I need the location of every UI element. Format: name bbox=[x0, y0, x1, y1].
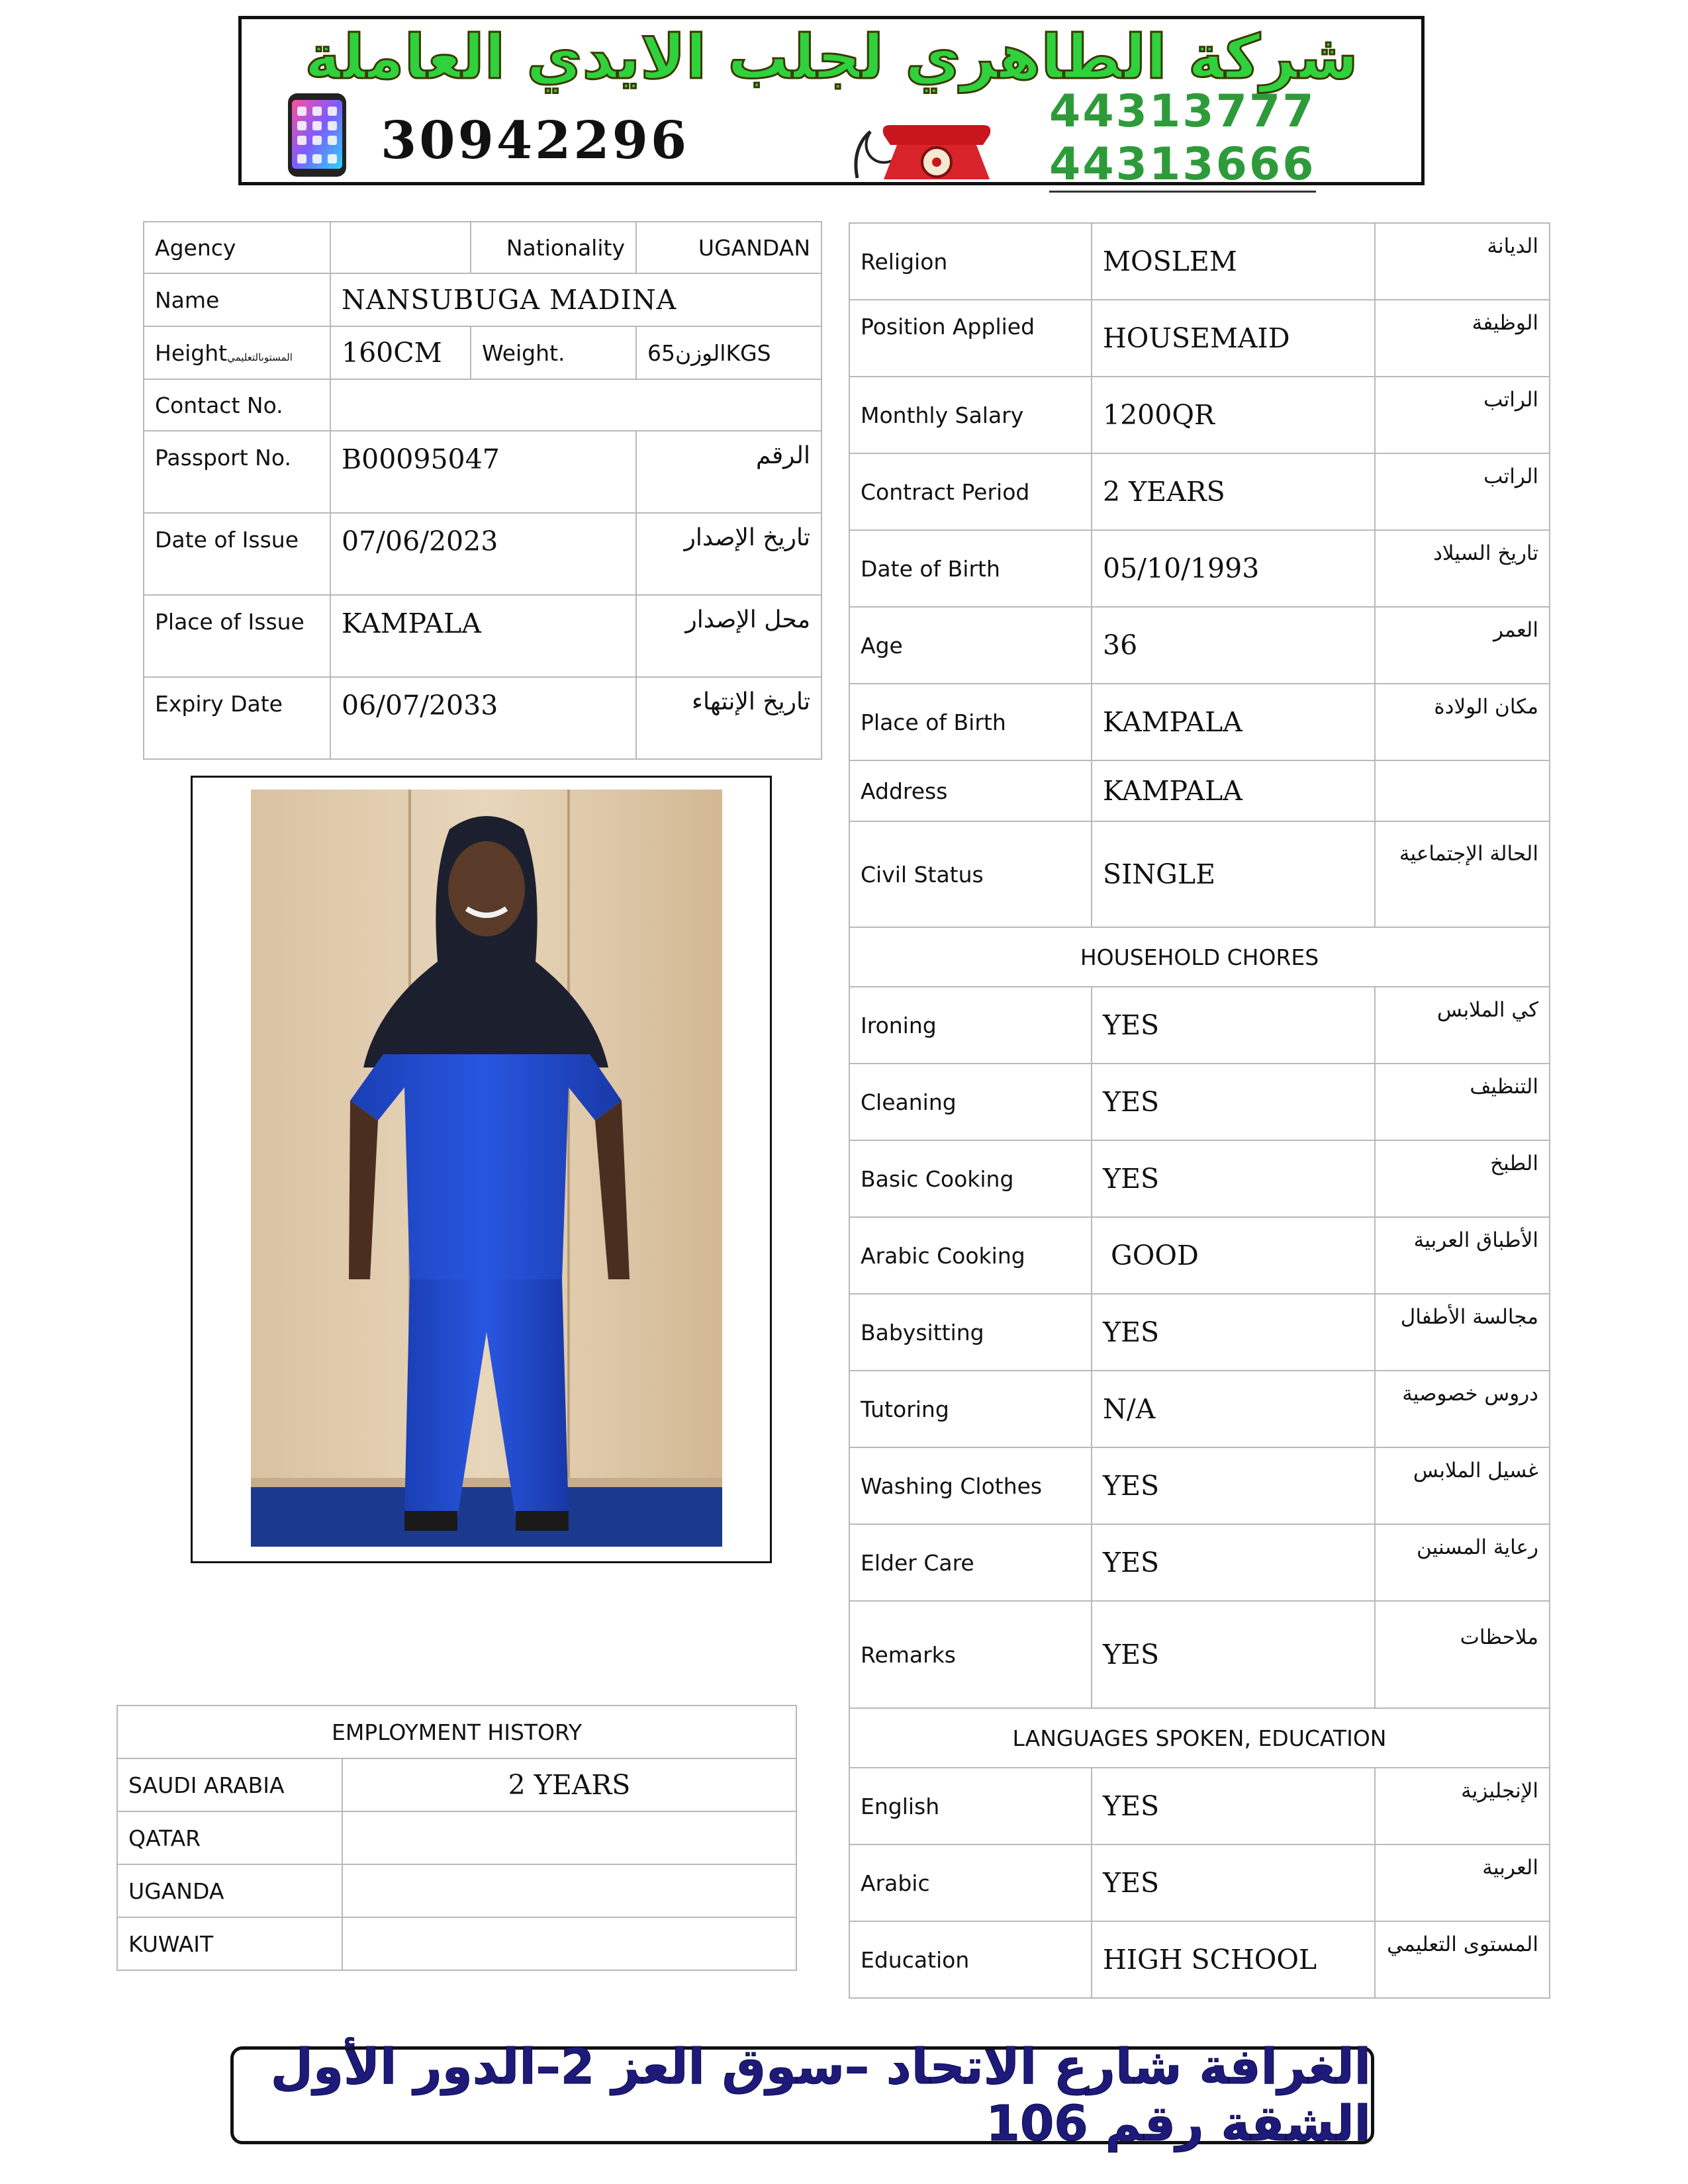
table-row bbox=[117, 1758, 796, 1811]
issue-date-value: 07/06/2023 bbox=[330, 513, 636, 595]
civil-status-label: Civil Status bbox=[849, 821, 1092, 927]
chore-value: N/A bbox=[1092, 1371, 1375, 1447]
address-value: KAMPALA bbox=[1092, 760, 1375, 821]
mobile-number: 30942296 bbox=[381, 111, 690, 171]
expiry-value: 06/07/2033 bbox=[330, 677, 636, 759]
table-row bbox=[849, 684, 1550, 760]
dob-label: Date of Birth bbox=[849, 530, 1092, 607]
contact-label: Contact No. bbox=[144, 379, 330, 431]
dob-value: 05/10/1993 bbox=[1092, 530, 1375, 607]
table-row bbox=[849, 1140, 1550, 1217]
agency-value bbox=[330, 222, 471, 273]
table-row bbox=[849, 530, 1550, 607]
employment-country: SAUDI ARABIA bbox=[117, 1758, 342, 1811]
chore-value: YES bbox=[1092, 1447, 1375, 1524]
chore-label: Elder Care bbox=[849, 1524, 1092, 1601]
salary-label-ar: الراتب bbox=[1375, 377, 1550, 453]
chore-value: YES bbox=[1092, 1524, 1375, 1601]
chore-label: Remarks bbox=[849, 1601, 1092, 1708]
issue-date-label: Date of Issue bbox=[144, 513, 330, 595]
table-row bbox=[849, 1768, 1550, 1844]
agency-label: Agency bbox=[144, 222, 330, 273]
table-row bbox=[849, 1371, 1550, 1447]
language-label-ar: الإنجليزية bbox=[1375, 1768, 1550, 1844]
table-row bbox=[849, 377, 1550, 453]
weight-value: 65الوزنKGS bbox=[636, 326, 821, 379]
dob-label-ar: تاريخ السيلاد bbox=[1375, 530, 1550, 607]
name-value bbox=[330, 273, 821, 326]
languages-title: LANGUAGES SPOKEN, EDUCATION bbox=[849, 1708, 1550, 1768]
nationality-value: UGANDAN bbox=[636, 222, 821, 273]
language-label: Arabic bbox=[849, 1844, 1092, 1921]
employment-history-title: EMPLOYMENT HISTORY bbox=[117, 1706, 796, 1758]
chore-label: Tutoring bbox=[849, 1371, 1092, 1447]
pob-label-ar: مكان الولادة bbox=[1375, 684, 1550, 760]
company-name: شركة الطاهري لجلب الايدي العاملة bbox=[305, 22, 1358, 93]
table-row bbox=[849, 300, 1550, 377]
profile-left-table bbox=[143, 221, 822, 760]
employment-country: QATAR bbox=[117, 1811, 342, 1864]
chore-label: Ironing bbox=[849, 987, 1092, 1064]
education-label: Education bbox=[849, 1921, 1092, 1998]
language-value: YES bbox=[1092, 1844, 1375, 1921]
table-row bbox=[849, 1844, 1550, 1921]
employment-period bbox=[342, 1917, 796, 1970]
language-value: YES bbox=[1092, 1768, 1375, 1844]
weight-label: Weight. bbox=[471, 326, 636, 379]
age-label-ar: العمر bbox=[1375, 607, 1550, 684]
chore-value: YES bbox=[1092, 1601, 1375, 1708]
chore-value: YES bbox=[1092, 1064, 1375, 1140]
name-label: Name bbox=[144, 273, 330, 326]
civil-status-value: SINGLE bbox=[1092, 821, 1375, 927]
table-row bbox=[849, 987, 1550, 1064]
phone-number-2: 44313666 bbox=[1049, 138, 1316, 193]
chore-label-ar: مجالسة الأطفال bbox=[1375, 1294, 1550, 1371]
passport-label: Passport No. bbox=[144, 431, 330, 513]
expiry-label: Expiry Date bbox=[144, 677, 330, 759]
table-row bbox=[849, 1447, 1550, 1524]
issue-place-label: Place of Issue bbox=[144, 595, 330, 677]
passport-label-ar: الرقم bbox=[636, 431, 821, 513]
religion-label: Religion bbox=[849, 223, 1092, 300]
chore-label-ar: غسيل الملابس bbox=[1375, 1447, 1550, 1524]
employment-period: 2 YEARS bbox=[342, 1758, 796, 1811]
contract-label-ar: الراتب bbox=[1375, 453, 1550, 530]
chore-value: YES bbox=[1092, 1140, 1375, 1217]
table-row bbox=[849, 223, 1550, 300]
employment-country: KUWAIT bbox=[117, 1917, 342, 1970]
pob-value: KAMPALA bbox=[1092, 684, 1375, 760]
height-label: Height bbox=[155, 340, 228, 366]
passport-value: B00095047 bbox=[330, 431, 636, 513]
chore-value: YES bbox=[1092, 987, 1375, 1064]
profile-right-table bbox=[849, 222, 1550, 1999]
contract-label: Contract Period bbox=[849, 453, 1092, 530]
issue-place-value: KAMPALA bbox=[330, 595, 636, 677]
footer-address-box bbox=[230, 2038, 1374, 2152]
name-text: NANSUBUGA MADINA bbox=[342, 284, 677, 316]
office-address: الغرافة شارع الاتحاد –سوق العز 2–الدور الأول الشقة رقم 106 bbox=[270, 2038, 1371, 2152]
candidate-photo bbox=[251, 790, 722, 1547]
employment-period bbox=[342, 1864, 796, 1917]
religion-value: MOSLEM bbox=[1092, 223, 1375, 300]
chore-label: Arabic Cooking bbox=[849, 1217, 1092, 1294]
height-value: 160CM bbox=[330, 326, 471, 379]
position-value: HOUSEMAID bbox=[1092, 300, 1375, 377]
education-value: HIGH SCHOOL bbox=[1092, 1921, 1375, 1998]
table-row bbox=[849, 1294, 1550, 1371]
issue-place-label-ar: محل الإصدار bbox=[636, 595, 821, 677]
height-label-ar: المستوىالتعليمي bbox=[227, 351, 293, 363]
religion-label-ar: الديانة bbox=[1375, 223, 1550, 300]
employment-history-table bbox=[117, 1705, 797, 1971]
language-label-ar: العربية bbox=[1375, 1844, 1550, 1921]
address-label: Address bbox=[849, 760, 1092, 821]
chore-label: Cleaning bbox=[849, 1064, 1092, 1140]
table-row bbox=[849, 1921, 1550, 1998]
civil-status-label-ar: الحالة الإجتماعية bbox=[1375, 821, 1550, 927]
expiry-label-ar: تاريخ الإنتهاء bbox=[636, 677, 821, 759]
contact-value bbox=[330, 379, 821, 431]
chore-label-ar: الطبخ bbox=[1375, 1140, 1550, 1217]
table-row bbox=[849, 607, 1550, 684]
telephone-icon bbox=[851, 105, 1003, 185]
table-row bbox=[117, 1864, 796, 1917]
mobile-phone-icon bbox=[285, 92, 349, 178]
chore-label-ar: التنظيف bbox=[1375, 1064, 1550, 1140]
employment-period bbox=[342, 1811, 796, 1864]
chore-label-ar: ملاحظات bbox=[1375, 1601, 1550, 1708]
chore-label: Washing Clothes bbox=[849, 1447, 1092, 1524]
chore-label-ar: دروس خصوصية bbox=[1375, 1371, 1550, 1447]
position-label: Position Applied bbox=[849, 300, 1092, 377]
chore-label: Basic Cooking bbox=[849, 1140, 1092, 1217]
age-label: Age bbox=[849, 607, 1092, 684]
pob-label: Place of Birth bbox=[849, 684, 1092, 760]
phone-number-1: 44313777 bbox=[1049, 85, 1316, 138]
age-value: 36 bbox=[1092, 607, 1375, 684]
chore-label-ar: رعاية المسنين bbox=[1375, 1524, 1550, 1601]
education-label-ar: المستوى التعليمي bbox=[1375, 1921, 1550, 1998]
table-row bbox=[849, 453, 1550, 530]
table-row bbox=[849, 760, 1550, 821]
table-row bbox=[849, 1601, 1550, 1708]
position-label-ar: الوظيفة bbox=[1375, 300, 1550, 377]
table-row bbox=[117, 1917, 796, 1970]
table-row bbox=[849, 1524, 1550, 1601]
table-row bbox=[849, 1064, 1550, 1140]
table-row bbox=[849, 821, 1550, 927]
chore-value: GOOD bbox=[1092, 1217, 1375, 1294]
contract-value: 2 YEARS bbox=[1092, 453, 1375, 530]
chore-label-ar: الأطباق العربية bbox=[1375, 1217, 1550, 1294]
chore-value: YES bbox=[1092, 1294, 1375, 1371]
nationality-label: Nationality bbox=[471, 222, 636, 273]
address-label-ar bbox=[1375, 760, 1550, 821]
household-chores-title: HOUSEHOLD CHORES bbox=[849, 927, 1550, 987]
header-banner bbox=[238, 16, 1425, 191]
table-row bbox=[849, 1217, 1550, 1294]
employment-country: UGANDA bbox=[117, 1864, 342, 1917]
chore-label: Babysitting bbox=[849, 1294, 1092, 1371]
salary-label: Monthly Salary bbox=[849, 377, 1092, 453]
language-label: English bbox=[849, 1768, 1092, 1844]
issue-date-label-ar: تاريخ الإصدار bbox=[636, 513, 821, 595]
salary-value: 1200QR bbox=[1092, 377, 1375, 453]
table-row bbox=[117, 1811, 796, 1864]
photo-frame bbox=[191, 776, 772, 1563]
height-label-cell bbox=[144, 326, 330, 379]
chore-label-ar: كي الملابس bbox=[1375, 987, 1550, 1064]
